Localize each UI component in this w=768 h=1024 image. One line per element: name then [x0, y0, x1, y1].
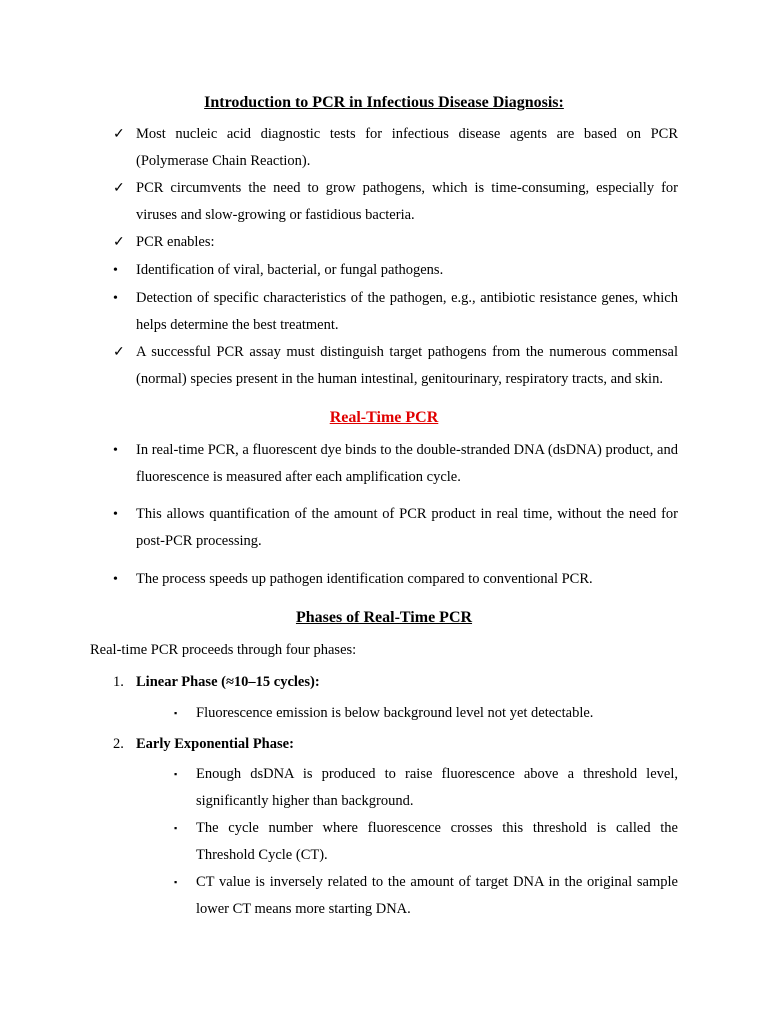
check-mark-icon: ✓ — [113, 345, 125, 360]
list-item: A successful PCR assay must distinguish target pathogens from the numerous commensal (normal) species present in the human intestinal, genitourinary, respiratory tracts, and skin. — [136, 344, 678, 387]
list-item: PCR enables: — [136, 234, 215, 250]
check-mark-icon: ✓ — [113, 181, 125, 196]
list-item: Most nucleic acid diagnostic tests for infectious disease agents are based on PCR (Polymerase Chain Reaction). — [136, 126, 678, 169]
list-item: In real-time PCR, a fluorescent dye binds to the double-stranded DNA (dsDNA) product, and fluorescence is measured after each amplification cycle. — [136, 442, 678, 485]
bullet-icon: • — [113, 572, 118, 587]
check-mark-icon: ✓ — [113, 127, 125, 142]
list-item: Identification of viral, bacterial, or fungal pathogens. — [136, 262, 444, 278]
list-item: Detection of specific characteristics of the pathogen, e.g., antibiotic resistance genes, which helps determine the best treatment. — [136, 290, 678, 333]
list-item: The process speeds up pathogen identification compared to conventional PCR. — [136, 571, 593, 587]
section-heading-phases: Phases of Real-Time PCR — [295, 609, 473, 626]
bullet-icon: • — [113, 263, 118, 278]
phase-title: Linear Phase (≈10–15 cycles): — [136, 674, 320, 690]
square-bullet-icon: ▪ — [174, 877, 178, 887]
list-item: Fluorescence emission is below background level not yet detectable. — [196, 705, 594, 721]
square-bullet-icon: ▪ — [174, 708, 178, 718]
list-item: The cycle number where fluorescence crosses this threshold is called the Threshold Cycle (CT). — [196, 820, 678, 863]
phases-intro: Real-time PCR proceeds through four phases: — [90, 642, 357, 658]
section-heading-intro: Introduction to PCR in Infectious Disease Diagnosis: — [204, 94, 564, 111]
list-item: PCR circumvents the need to grow pathogens, which is time-consuming, especially for viruses and slow-growing or fastidious bacteria. — [136, 180, 678, 223]
phase-number: 2. — [113, 736, 124, 752]
square-bullet-icon: ▪ — [174, 769, 178, 779]
list-item: CT value is inversely related to the amount of target DNA in the original sample lower CT means more starting DNA. — [196, 874, 678, 917]
list-item: This allows quantification of the amount of PCR product in real time, without the need for post-PCR processing. — [136, 506, 678, 549]
list-item: Enough dsDNA is produced to raise fluorescence above a threshold level, significantly higher than background. — [196, 766, 678, 809]
section-heading-realtime-pcr: Real-Time PCR — [329, 409, 439, 426]
check-mark-icon: ✓ — [113, 235, 125, 250]
square-bullet-icon: ▪ — [174, 823, 178, 833]
bullet-icon: • — [113, 291, 118, 306]
bullet-icon: • — [113, 507, 118, 522]
bullet-icon: • — [113, 443, 118, 458]
phase-number: 1. — [113, 674, 124, 690]
phase-title: Early Exponential Phase: — [136, 736, 294, 752]
